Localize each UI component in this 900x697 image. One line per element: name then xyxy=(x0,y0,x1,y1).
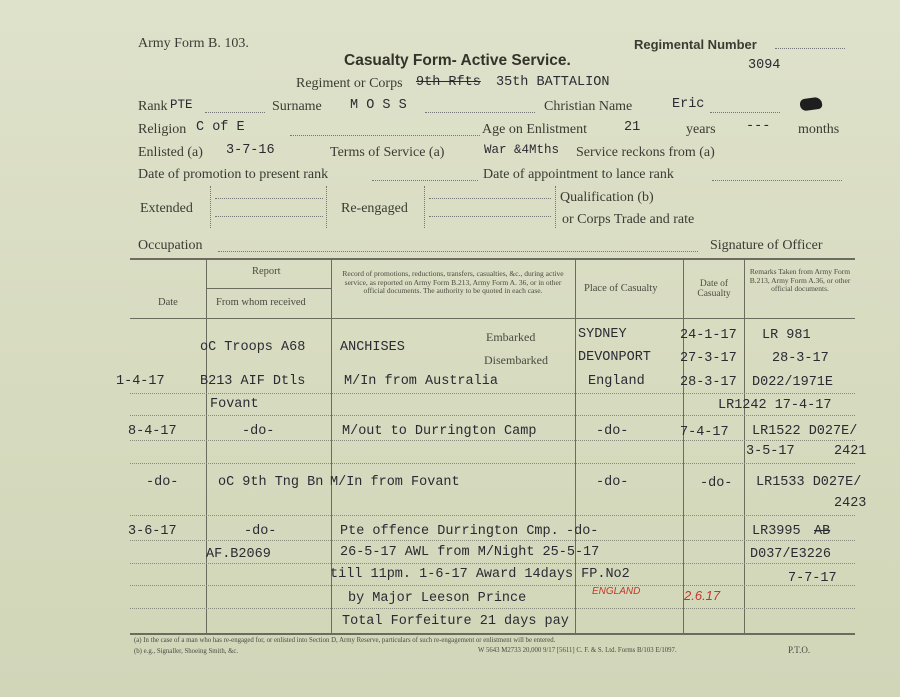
embarked-label: Embarked xyxy=(486,330,536,344)
table-row: 2423 xyxy=(834,496,867,511)
table-bottom-rule xyxy=(130,633,855,635)
christian-name-label: Christian Name xyxy=(544,99,633,114)
col-date-header: Date xyxy=(158,297,178,308)
extended-label: Extended xyxy=(140,201,193,216)
enlisted-label: Enlisted (a) xyxy=(138,145,203,160)
promotion-label: Date of promotion to present rank xyxy=(138,167,329,182)
table-row: Fovant xyxy=(210,397,259,412)
table-row: England xyxy=(588,374,645,389)
age-value: 21 xyxy=(624,120,641,135)
col-divider-1 xyxy=(206,258,207,633)
table-row: till 11pm. 1-6-17 Award 14days FP.No2 xyxy=(330,567,630,582)
table-row: 7-7-17 xyxy=(788,571,837,586)
stamp-place: ENGLAND xyxy=(592,586,641,597)
religion-label: Religion xyxy=(138,122,187,137)
lance-line xyxy=(712,180,842,181)
surname-line xyxy=(425,112,535,113)
table-row: D037/E3226 xyxy=(750,547,832,562)
regimental-number-line xyxy=(775,48,845,49)
reengaged-label: Re-engaged xyxy=(341,201,408,216)
table-row: -do- xyxy=(596,475,629,490)
col-divider-4 xyxy=(683,258,684,633)
rank-label: Rank xyxy=(138,99,168,114)
col-record-header: Record of promotions, reductions, transfers, casualties, &c., during active service, as reported on Army Form B.213, Army Form A. 36, or in other official documents. The authority to be quoted in each case. xyxy=(342,269,564,295)
form-label: Army Form B. 103. xyxy=(138,36,249,51)
table-row: 7-4-17 xyxy=(680,425,729,440)
table-row: DEVONPORT xyxy=(578,350,651,365)
regiment-label: Regiment or Corps xyxy=(296,76,403,91)
table-row: AF.B2069 xyxy=(206,547,271,562)
table-row: oC 9th Tng Bn xyxy=(218,475,324,490)
ink-blot xyxy=(799,97,822,112)
signature-label: Signature of Officer xyxy=(710,238,823,253)
col-from-header: From whom received xyxy=(216,297,306,308)
row-rule-3 xyxy=(130,440,855,441)
table-header-rule xyxy=(130,318,855,319)
stamp-date: 2.6.17 xyxy=(684,588,721,603)
report-subheader-rule xyxy=(206,288,331,289)
reengaged-box xyxy=(424,186,556,228)
years-label: years xyxy=(686,122,716,137)
footnote-a: (a) In the case of a man who has re-engaged for, or enlisted into Section D, Army Reserve, particulars of such re-engagement or enlistment will be entered. xyxy=(134,637,556,644)
table-row: LR1533 D027E/ xyxy=(756,475,862,490)
regiment-struck-value: 9th Rfts xyxy=(416,75,481,90)
row-rule-2 xyxy=(130,415,855,416)
table-row: D022/1971E xyxy=(752,375,834,390)
months-label: months xyxy=(798,122,840,137)
extended-line-1 xyxy=(215,198,323,199)
table-row: 26-5-17 AWL from M/Night 25-5-17 xyxy=(340,545,600,560)
table-row: 3-6-17 xyxy=(128,524,177,539)
row-rule-7 xyxy=(130,563,855,564)
table-row: LR3995 xyxy=(752,524,801,539)
regiment-value: 35th BATTALION xyxy=(496,75,610,90)
col-report-header: Report xyxy=(252,266,281,277)
rank-value: PTE xyxy=(170,98,193,112)
col-place-header: Place of Casualty xyxy=(584,283,658,294)
print-reference: W 5643 M2733 20,000 9/17 [5611] C. F. & S. Ltd. Forms B/103 E/1097. xyxy=(478,647,677,654)
regimental-number-value: 3094 xyxy=(748,58,781,73)
form-title: Casualty Form- Active Service. xyxy=(344,52,571,69)
row-rule-5 xyxy=(130,515,855,516)
col-divider-5 xyxy=(744,258,745,633)
table-row: SYDNEY xyxy=(578,327,627,342)
terms-value: War &4Mths xyxy=(484,143,560,157)
table-row: -do- xyxy=(596,424,629,439)
row-rule-1 xyxy=(130,393,855,394)
reengaged-line-2 xyxy=(429,216,551,217)
table-row: 27-3-17 xyxy=(680,351,737,366)
table-row: 8-4-17 xyxy=(128,424,177,439)
row-rule-6 xyxy=(130,540,855,541)
col-casualty-date-header: Date of Casualty xyxy=(697,279,731,299)
table-row: B213 AIF Dtls xyxy=(200,374,306,389)
trade-label: or Corps Trade and rate xyxy=(562,212,695,227)
table-row: ANCHISES xyxy=(340,340,405,355)
table-row: AB xyxy=(814,524,831,539)
row-rule-4 xyxy=(130,463,855,464)
terms-label: Terms of Service (a) xyxy=(330,145,445,160)
promotion-line xyxy=(372,180,478,181)
extended-line-2 xyxy=(215,216,323,217)
months-value: --- xyxy=(746,119,771,134)
table-row: M/In from Australia xyxy=(344,374,498,389)
surname-label: Surname xyxy=(272,99,322,114)
enlisted-value: 3-7-16 xyxy=(226,143,275,158)
religion-value: C of E xyxy=(196,120,245,135)
service-reckons-label: Service reckons from (a) xyxy=(576,145,715,160)
regimental-number-label: Regimental Number xyxy=(634,37,757,52)
table-row: -do- xyxy=(700,476,733,491)
col-remarks-header: Remarks Taken from Army Form B.213, Army Form A.36, or other official documents. xyxy=(749,267,851,293)
table-row: -do- xyxy=(146,475,179,490)
disembarked-label: Disembarked xyxy=(484,353,548,367)
occupation-line xyxy=(218,251,698,252)
table-row: 2421 xyxy=(834,444,867,459)
table-row: M/In from Fovant xyxy=(330,475,460,490)
christian-name-line xyxy=(710,112,780,113)
table-row: oC Troops A68 xyxy=(200,340,306,355)
lance-label: Date of appointment to lance rank xyxy=(483,167,674,182)
table-row: -do- xyxy=(566,524,599,539)
table-top-rule xyxy=(130,258,855,260)
rank-line xyxy=(205,112,265,113)
table-row: M/out to Durrington Camp xyxy=(342,424,537,439)
surname-value: M O S S xyxy=(350,98,407,113)
christian-name-value: Eric xyxy=(672,97,705,112)
table-row: 3-5-17 xyxy=(746,444,795,459)
row-rule-8 xyxy=(130,585,855,586)
table-row: Total Forfeiture 21 days pay xyxy=(342,614,569,629)
table-row: by Major Leeson Prince xyxy=(348,591,527,606)
table-row: -do- xyxy=(242,424,275,439)
table-row: 1-4-17 xyxy=(116,374,165,389)
religion-line xyxy=(290,135,480,136)
table-row: LR1242 17-4-17 xyxy=(718,398,832,413)
table-row: 24-1-17 xyxy=(680,328,737,343)
table-row: Pte offence Durrington Cmp. xyxy=(340,524,559,539)
table-row: LR 981 xyxy=(762,328,811,343)
row-rule-9 xyxy=(130,608,855,609)
table-row: 28-3-17 xyxy=(772,351,829,366)
table-row: LR1522 D027E/ xyxy=(752,424,858,439)
footnote-b: (b) e.g., Signaller, Shoeing Smith, &c. xyxy=(134,648,239,655)
qualification-label: Qualification (b) xyxy=(560,190,654,205)
occupation-label: Occupation xyxy=(138,238,203,253)
table-row: -do- xyxy=(244,524,277,539)
pto-label: P.T.O. xyxy=(788,645,811,655)
age-label: Age on Enlistment xyxy=(482,122,587,137)
table-row: 28-3-17 xyxy=(680,375,737,390)
reengaged-line-1 xyxy=(429,198,551,199)
extended-box xyxy=(210,186,327,228)
